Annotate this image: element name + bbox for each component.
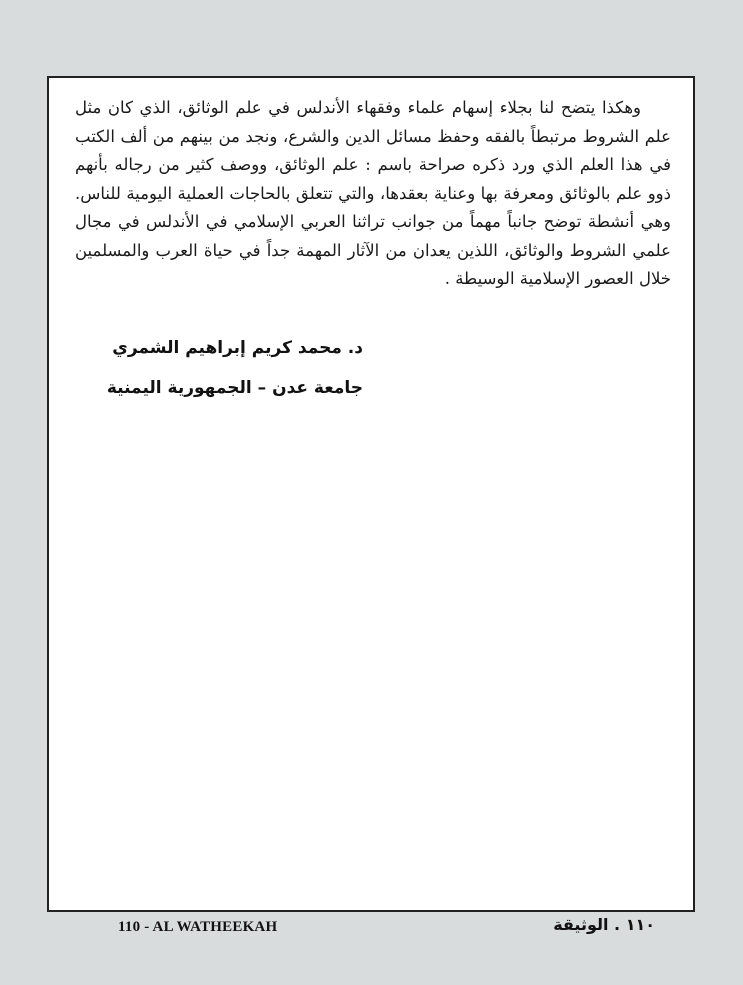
article-paragraph: وهكذا يتضح لنا بجلاء إسهام علماء وفقهاء الأندلس في علم الوثائق، الذي كان مثل علم الشروط مرتبطاً بالفقه وحفظ مسائل الدين والشرع، ونجد من بينهم من ألف الكتب في هذا العلم الذي ورد ذكره صراحة باسم : علم الوثائق، ووصف كثير من رجاله بأنهم ذوو علم بالوثائق ومعرفة بها وعناية بعقدها، والتي تتعلق بالحاجات العملية اليومية للناس. وهي أنشطة توضح جانباً مهماً من جوانب تراثنا العربي الإسلامي في الأندلس في مجال علمي الشروط والوثائق، اللذين يعدان من الآثار المهمة جداً في حياة العرب والمسلمين خلال العصور الإسلامية الوسيطة .	[75, 98, 671, 288]
signature-block	[107, 328, 363, 408]
author-affiliation: جامعة عدن – الجمهورية اليمنية	[106, 378, 363, 398]
footer-journal-name-latin: 110 - AL WATHEEKAH	[118, 919, 278, 935]
page-frame	[47, 76, 695, 912]
footer-journal-name-arabic: ١١٠ . الوثيقة	[553, 915, 655, 934]
author-name: د. محمد كريم إبراهيم الشمري	[112, 338, 363, 358]
article-body	[75, 94, 671, 294]
